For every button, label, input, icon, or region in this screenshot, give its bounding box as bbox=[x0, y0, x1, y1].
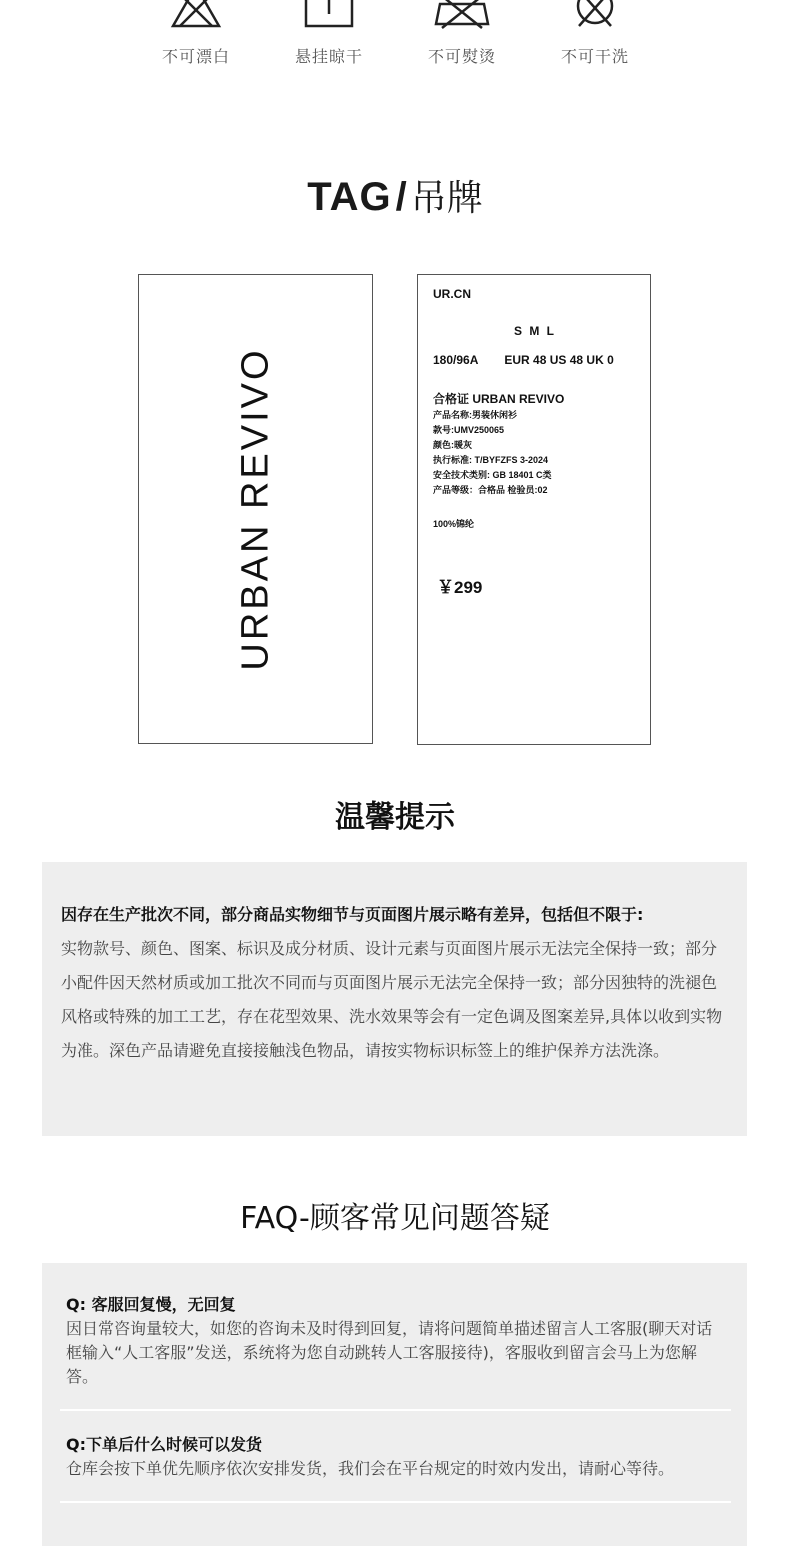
tag-site: UR.CN bbox=[433, 287, 471, 301]
tag-detail-line: 安全技术类别: GB 18401 C类 bbox=[433, 470, 552, 480]
faq-item bbox=[66, 1433, 725, 1501]
faq-box bbox=[42, 1263, 747, 1546]
tag-detail-line: 产品等级：合格品 检验员:02 bbox=[433, 485, 548, 495]
no-dry-clean-icon bbox=[567, 0, 623, 30]
care-item-no-bleach bbox=[141, 0, 251, 67]
faq-question: Q: 客服回复慢，无回复 bbox=[66, 1295, 236, 1314]
faq-divider bbox=[60, 1409, 731, 1411]
faq-question: Q:下单后什么时候可以发货 bbox=[66, 1435, 263, 1454]
tag-title-cn: 吊牌 bbox=[410, 178, 483, 219]
care-instructions bbox=[0, 0, 790, 80]
faq-title: FAQ-顾客常见问题答疑 bbox=[240, 1201, 550, 1236]
care-label: 不可熨烫 bbox=[427, 47, 496, 66]
tag-fit: 180/96A bbox=[433, 353, 479, 367]
tag-certificate: 合格证 URBAN REVIVO bbox=[433, 392, 565, 406]
faq-answer: 因日常咨询量较大，如您的咨询未及时得到回复，请将问题简单描述留言人工客服(聊天对话框输入“人工客服”发送，系统将为您自动跳转人工客服接待)，客服收到留言会马上为您解答。 bbox=[66, 1319, 713, 1386]
tag-title-separator: / bbox=[395, 175, 407, 219]
tag-sizes: S M L bbox=[514, 324, 556, 338]
care-item-no-iron bbox=[407, 0, 517, 67]
tips-lead: 因存在生产批次不同，部分商品实物细节与页面图片展示略有差异，包括但不限于: bbox=[61, 905, 644, 924]
tag-section-title bbox=[0, 170, 790, 221]
tag-size-spec bbox=[433, 353, 614, 367]
tips-box bbox=[42, 862, 747, 1136]
tag-intl-sizes: EUR 48 US 48 UK 0 bbox=[504, 353, 614, 367]
tag-detail-line: 执行标准: T/BYFZFS 3-2024 bbox=[433, 455, 549, 465]
tag-fabric: 100%锦纶 bbox=[433, 519, 475, 529]
care-label: 不可漂白 bbox=[161, 47, 230, 66]
tag-brand-name: URBAN REVIVO bbox=[234, 347, 276, 671]
faq-answer: 仓库会按下单优先顺序依次安排发货，我们会在平台规定的时效内发出，请耐心等待。 bbox=[66, 1459, 675, 1478]
faq-divider bbox=[60, 1501, 731, 1503]
tag-front-card bbox=[138, 274, 373, 744]
tag-title-en: TAG bbox=[307, 175, 392, 219]
tips-body: 实物款号、颜色、图案、标识及成分材质、设计元素与页面图片展示无法完全保持一致；部分小配件因天然材质或加工批次不同而与页面图片展示无法完全保持一致；部分因独特的洗褪色风格或特殊的加工工艺，存在花型效果、洗水效果等会有一定色调及图案差异,具体以收到实物为准。深色产品请避免直接接触浅色物品，请按实物标识标签上的维护保养方法洗涤。 bbox=[61, 939, 723, 1060]
tag-detail-line: 产品名称:男装休闲衫 bbox=[433, 410, 517, 420]
care-label: 悬挂晾干 bbox=[294, 47, 363, 66]
tips-title: 温馨提示 bbox=[335, 800, 455, 835]
care-item-no-dry-clean bbox=[540, 0, 650, 67]
line-dry-icon bbox=[301, 0, 357, 30]
tag-detail-line: 颜色:暖灰 bbox=[433, 440, 472, 450]
no-bleach-icon bbox=[168, 0, 224, 30]
faq-item bbox=[66, 1293, 725, 1409]
tag-details bbox=[433, 408, 552, 498]
tag-back-card bbox=[417, 274, 651, 745]
tag-price: ￥299 bbox=[437, 578, 483, 597]
care-item-line-dry bbox=[274, 0, 384, 67]
tag-detail-line: 款号:UMV250065 bbox=[433, 425, 505, 435]
care-label: 不可干洗 bbox=[560, 47, 629, 66]
no-iron-icon bbox=[432, 0, 492, 30]
